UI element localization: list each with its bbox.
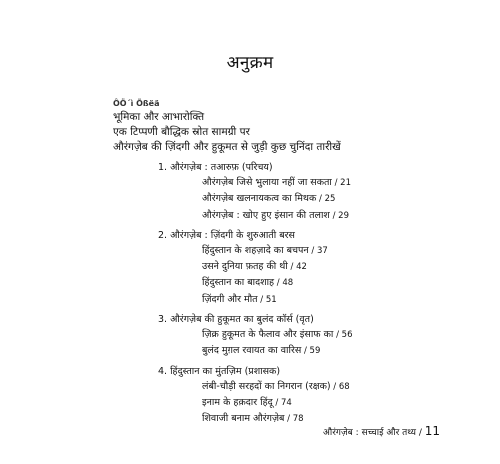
front-matter-line: एक टिप्पणी बौद्धिक स्रोत सामग्री पर: [113, 126, 250, 138]
toc-entry-page: / 42: [287, 262, 307, 273]
toc-entry: [202, 243, 488, 259]
chapter-list: [158, 160, 488, 432]
toc-entry-title: उसने दुनिया फ़तह की थी: [202, 261, 288, 273]
toc-entry-title: ज़िक्र हुकूमत के फैलाव और इंसाफ का: [202, 329, 334, 341]
chapter-heading: 4. हिंदुस्तान का मुंतज़िम (प्रशासक): [158, 365, 281, 377]
toc-entry-page: / 56: [333, 330, 353, 341]
chapter: [158, 228, 488, 308]
toc-entry-title: हिंदुस्तान के शहज़ादे का बचपन: [202, 244, 309, 256]
toc-entry-title: औरंगज़ेब जिसे भुलाया नहीं जा सकता: [202, 177, 332, 188]
toc-entry-page: / 78: [284, 414, 304, 425]
toc-entry: [202, 259, 488, 275]
page-number: 11: [424, 424, 440, 438]
toc-entry-page: / 25: [316, 194, 336, 205]
front-matter-garbled: ÔÖ´ì Õßëä: [113, 99, 160, 108]
toc-entry-page: / 21: [331, 178, 351, 188]
toc-entry: [202, 343, 488, 359]
toc-entry: [202, 191, 488, 207]
toc-entry: [202, 327, 488, 343]
toc-entry-page: / 51: [257, 294, 277, 305]
toc-entry-title: औरंगज़ेब खलनायकत्व का मिथक: [202, 193, 317, 205]
front-matter-line: भूमिका और आभारोक्ति: [113, 111, 205, 123]
page-footer: [323, 424, 440, 438]
toc-entry: [202, 379, 488, 395]
toc-entry-title: ज़िंदगी और मौत: [202, 293, 258, 305]
chapter-heading: 1. औरंगज़ेब : तआरुफ़ (परिचय): [158, 162, 273, 173]
toc-entry: [202, 208, 488, 224]
chapter: [158, 312, 488, 360]
toc-entry: [202, 395, 488, 411]
toc-entry: [202, 275, 488, 291]
toc-entry-page: / 37: [308, 245, 328, 256]
chapter: [158, 364, 488, 428]
toc-entry-title: शिवाजी बनाम औरंगज़ेब: [202, 413, 285, 425]
toc-entry-title: औरंगज़ेब : खोए हुए इंसान की तलाश: [202, 209, 330, 221]
toc-entry-title: इनाम के हक़दार हिंदू: [202, 396, 273, 408]
toc-entry-page: / 68: [330, 381, 350, 392]
toc-entry-page: / 74: [272, 397, 292, 408]
toc-entry-title: हिंदुस्तान का बादशाह: [202, 277, 275, 289]
toc-entry-page: / 59: [301, 346, 321, 357]
toc-entry: [202, 175, 488, 191]
toc-entry-title: बुलंद मुग़ल रवायत का वारिस: [202, 345, 302, 357]
toc-entry-page: / 29: [329, 210, 349, 221]
toc-entry: [202, 292, 488, 308]
chapter: [158, 160, 488, 224]
page-title: अनुक्रम: [226, 53, 274, 73]
front-matter-line: औरंगज़ेब की ज़िंदगी और हुकूमत से जुड़ी कुछ चुनिंदा तारीखें: [113, 141, 341, 153]
footer-book-title: औरंगज़ेब : सच्चाई और तथ्य: [323, 428, 416, 438]
chapter-heading: 2. औरंगज़ेब : ज़िंदगी के शुरुआती बरस: [158, 229, 295, 241]
toc-entry-title: लंबी-चौड़ी सरहदों का निगरान (रक्षक): [202, 380, 331, 392]
footer-separator: /: [415, 428, 425, 438]
toc-entry-page: / 48: [274, 278, 294, 289]
front-matter: [113, 98, 493, 155]
chapter-heading: 3. औरंगज़ेब की हुकूमत का बुलंद कॉर्स (वृत): [158, 314, 314, 326]
